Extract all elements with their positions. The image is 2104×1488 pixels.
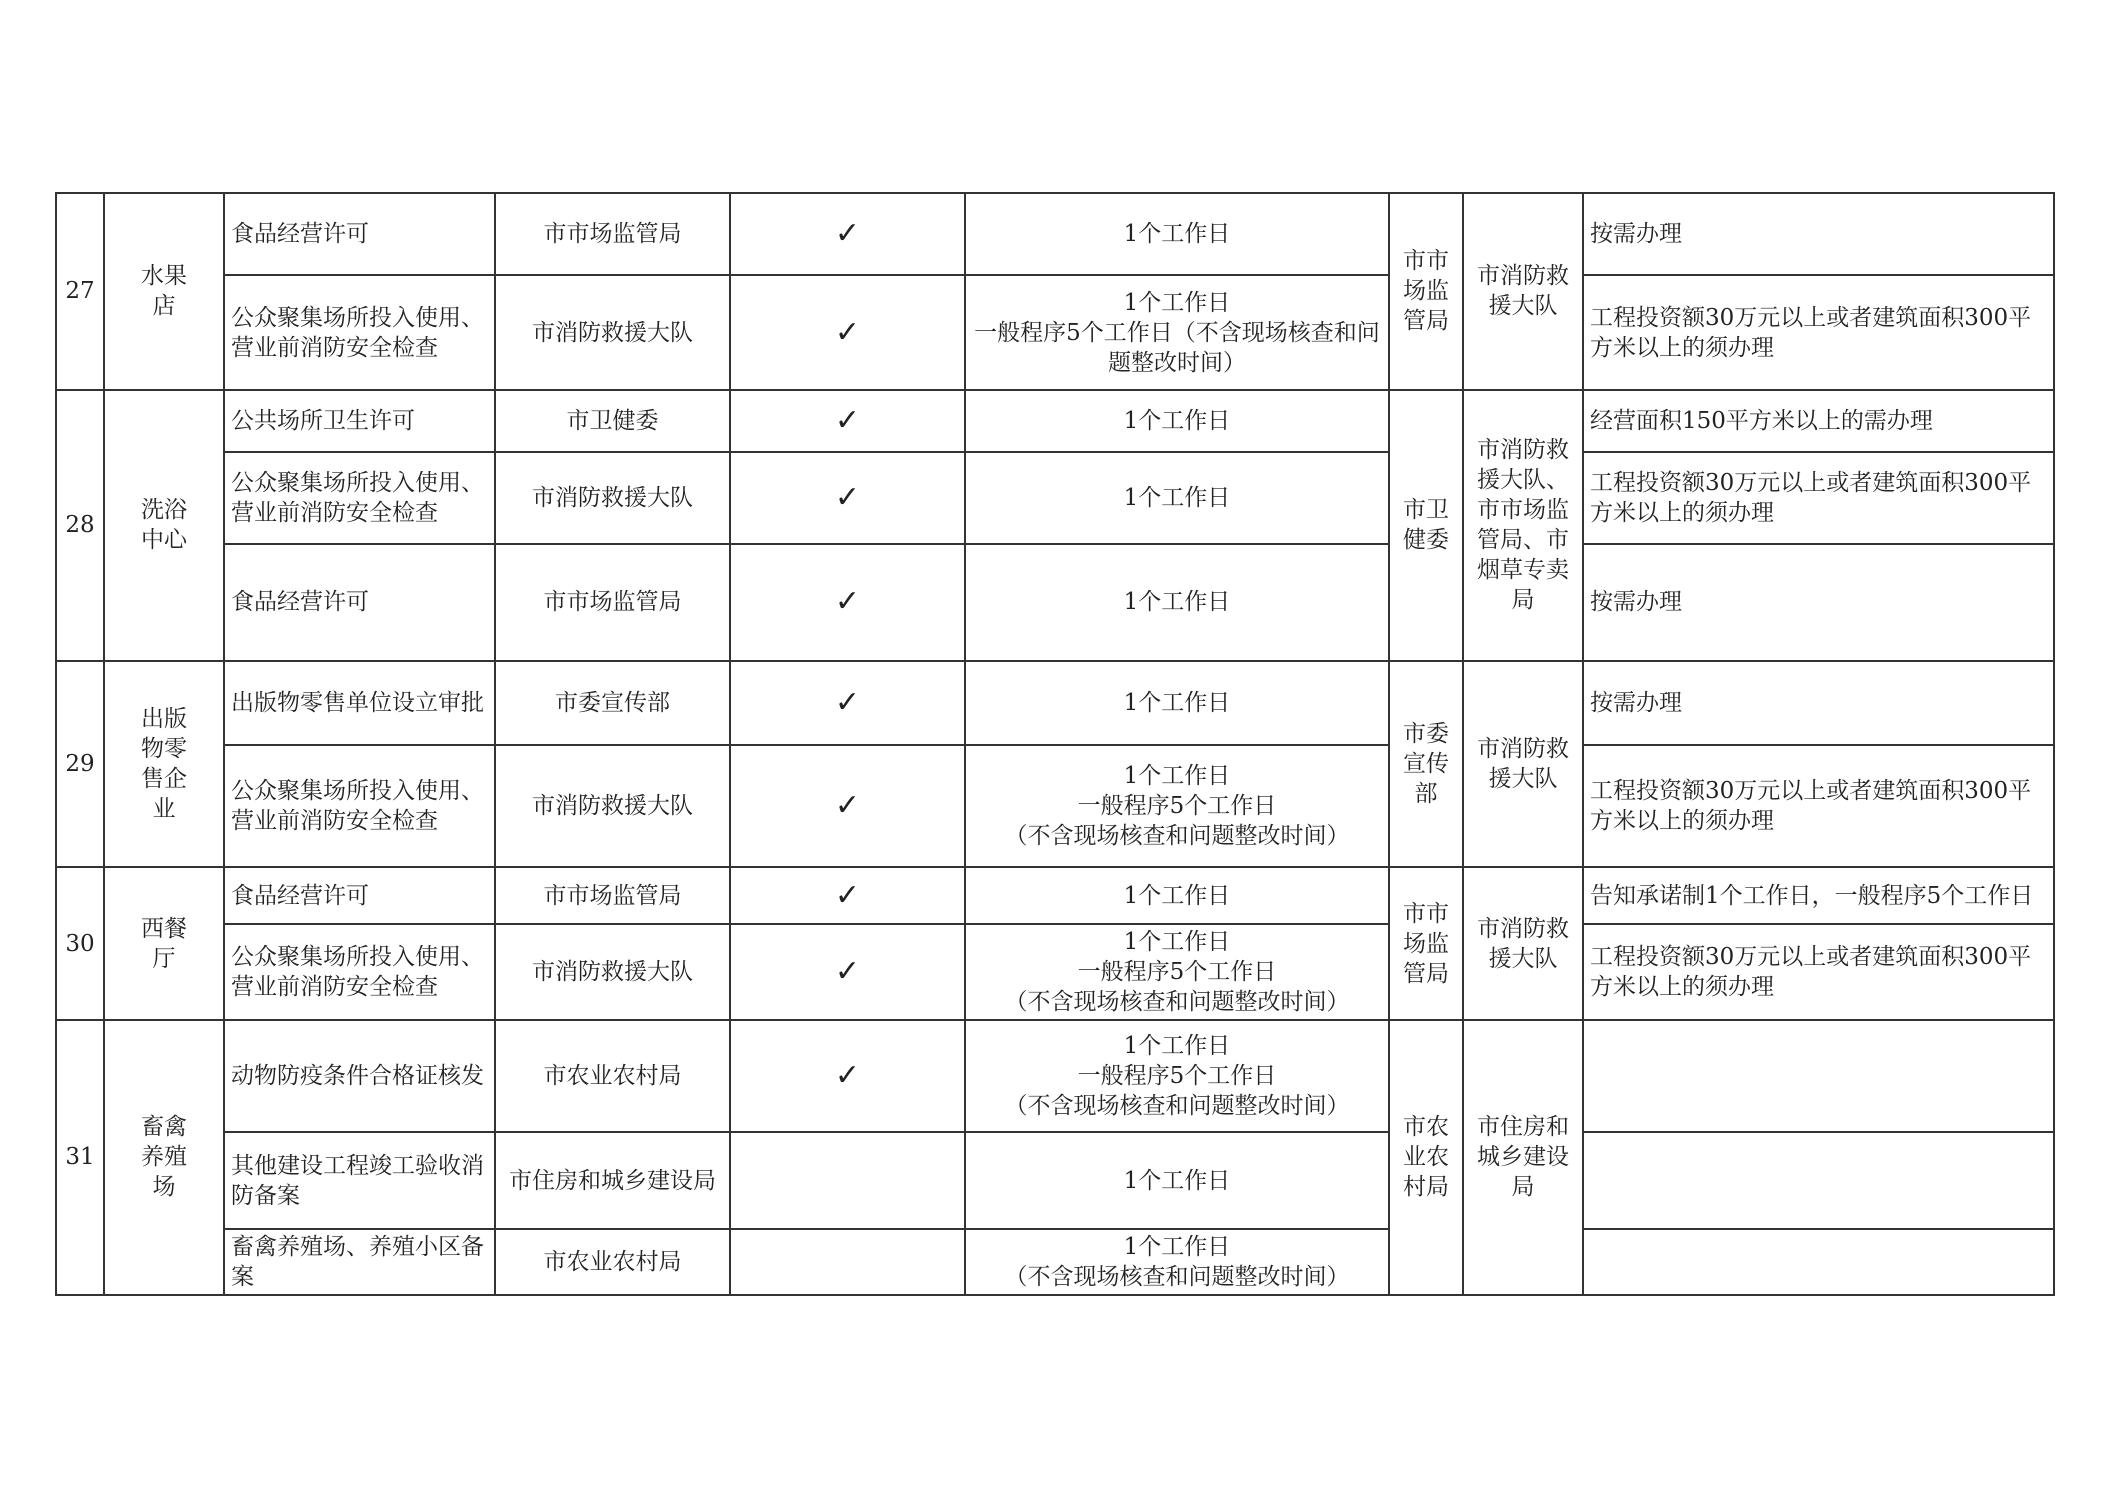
- lead-department-text: 市市场监管局: [1403, 248, 1449, 335]
- checkmark-icon: ✓: [730, 924, 965, 1020]
- department: 市委宣传部: [495, 661, 730, 745]
- business-name: [104, 390, 224, 661]
- lead-department: [1389, 661, 1463, 868]
- item-name: 其他建设工程竣工验收消防备案: [224, 1132, 495, 1228]
- row-number: 29: [56, 661, 104, 868]
- assisting-departments-text: 市消防救援大队: [1477, 915, 1569, 972]
- time-limit-line: 1个工作日: [1123, 763, 1231, 790]
- checkmark-icon: ✓: [730, 1020, 965, 1132]
- time-limit-line: （不含现场核查和问题整改时间）: [1004, 823, 1350, 850]
- assisting-departments-text: 市住房和城乡建设局: [1477, 1114, 1569, 1201]
- time-limit-line: 1个工作日: [1123, 1233, 1231, 1260]
- department: 市住房和城乡建设局: [495, 1132, 730, 1228]
- checkmark-icon: ✓: [730, 390, 965, 452]
- checkmark-icon: ✓: [730, 275, 965, 389]
- time-limit: [965, 924, 1389, 1020]
- table-row: [56, 745, 2054, 867]
- checkmark-icon: ✓: [730, 867, 965, 923]
- row-number: 30: [56, 867, 104, 1020]
- time-limit-line: 1个工作日: [1123, 589, 1231, 616]
- department: 市消防救援大队: [495, 452, 730, 544]
- lead-department-text: 市市场监管局: [1403, 900, 1449, 987]
- item-name: 公众聚集场所投入使用、营业前消防安全检查: [224, 924, 495, 1020]
- item-name: 公众聚集场所投入使用、营业前消防安全检查: [224, 745, 495, 867]
- item-name: 公众聚集场所投入使用、营业前消防安全检查: [224, 452, 495, 544]
- department: 市卫健委: [495, 390, 730, 452]
- item-name: 出版物零售单位设立审批: [224, 661, 495, 745]
- table-body: [56, 193, 2054, 1295]
- time-limit: [965, 1132, 1389, 1228]
- time-limit-line: 一般程序5个工作日: [1077, 958, 1277, 985]
- assisting-departments: [1463, 1020, 1583, 1295]
- time-limit-line: 一般程序5个工作日: [1077, 1063, 1277, 1090]
- time-limit-line: （不含现场核查和问题整改时间）: [1004, 988, 1350, 1015]
- time-limit-line: 1个工作日: [1123, 407, 1231, 434]
- time-limit: [965, 544, 1389, 660]
- checkmark-icon: ✓: [730, 452, 965, 544]
- assisting-departments-text: 市消防救援大队: [1477, 736, 1569, 793]
- note: [1583, 1020, 2054, 1132]
- business-name-text: 水果店: [141, 263, 187, 320]
- time-limit: [965, 193, 1389, 275]
- business-name: [104, 867, 224, 1020]
- note: 工程投资额30万元以上或者建筑面积300平方米以上的须办理: [1583, 924, 2054, 1020]
- time-limit-line: 一般程序5个工作日（不含现场核查和问题整改时间）: [974, 319, 1380, 376]
- checkmark-icon: ✓: [730, 745, 965, 867]
- checkmark-icon: ✓: [730, 193, 965, 275]
- business-name-text: 畜禽养殖场: [141, 1114, 187, 1201]
- department: 市消防救援大队: [495, 924, 730, 1020]
- row-number: 31: [56, 1020, 104, 1295]
- row-number: 27: [56, 193, 104, 390]
- business-name: [104, 661, 224, 868]
- checkmark-icon: ✓: [730, 544, 965, 660]
- note: 工程投资额30万元以上或者建筑面积300平方米以上的须办理: [1583, 275, 2054, 389]
- time-limit-line: 1个工作日: [1123, 485, 1231, 512]
- department: 市市场监管局: [495, 193, 730, 275]
- row-number: 28: [56, 390, 104, 661]
- department: 市农业农村局: [495, 1020, 730, 1132]
- time-limit-line: （不含现场核查和问题整改时间）: [1004, 1093, 1350, 1120]
- assisting-departments-text: 市消防救援大队: [1477, 263, 1569, 320]
- time-limit: [965, 390, 1389, 452]
- item-name: 动物防疫条件合格证核发: [224, 1020, 495, 1132]
- lead-department: [1389, 193, 1463, 390]
- time-limit: [965, 745, 1389, 867]
- time-limit: [965, 275, 1389, 389]
- business-name-text: 西餐厅: [141, 915, 187, 972]
- note: 按需办理: [1583, 544, 2054, 660]
- time-limit-line: （不含现场核查和问题整改时间）: [1004, 1263, 1350, 1290]
- time-limit-line: 1个工作日: [1123, 689, 1231, 716]
- note: 经营面积150平方米以上的需办理: [1583, 390, 2054, 452]
- note: [1583, 1229, 2054, 1295]
- item-name: 公共场所卫生许可: [224, 390, 495, 452]
- note: 告知承诺制1个工作日，一般程序5个工作日: [1583, 867, 2054, 923]
- assisting-departments: [1463, 661, 1583, 868]
- time-limit: [965, 1020, 1389, 1132]
- note: 按需办理: [1583, 661, 2054, 745]
- approval-table-container: [55, 192, 2053, 1296]
- business-name-text: 出版物零售企业: [141, 706, 187, 823]
- business-name: [104, 193, 224, 390]
- checkmark-icon: [730, 1132, 965, 1228]
- table-row: [56, 867, 2054, 923]
- time-limit-line: 1个工作日: [1123, 1033, 1231, 1060]
- table-row: [56, 1132, 2054, 1228]
- table-row: [56, 275, 2054, 389]
- item-name: 畜禽养殖场、养殖小区备案: [224, 1229, 495, 1295]
- lead-department: [1389, 1020, 1463, 1295]
- table-row: [56, 544, 2054, 660]
- table-row: [56, 452, 2054, 544]
- table-row: [56, 924, 2054, 1020]
- time-limit: [965, 1229, 1389, 1295]
- time-limit-line: 1个工作日: [1123, 221, 1231, 248]
- item-name: 公众聚集场所投入使用、营业前消防安全检查: [224, 275, 495, 389]
- item-name: 食品经营许可: [224, 193, 495, 275]
- note: 按需办理: [1583, 193, 2054, 275]
- department: 市农业农村局: [495, 1229, 730, 1295]
- time-limit-line: 一般程序5个工作日: [1077, 793, 1277, 820]
- table-row: [56, 390, 2054, 452]
- assisting-departments: [1463, 193, 1583, 390]
- department: 市市场监管局: [495, 544, 730, 660]
- lead-department: [1389, 867, 1463, 1020]
- item-name: 食品经营许可: [224, 544, 495, 660]
- checkmark-icon: [730, 1229, 965, 1295]
- department: 市消防救援大队: [495, 745, 730, 867]
- time-limit-line: 1个工作日: [1123, 289, 1231, 316]
- note: [1583, 1132, 2054, 1228]
- time-limit: [965, 867, 1389, 923]
- business-name-text: 洗浴中心: [141, 497, 187, 554]
- assisting-departments: [1463, 390, 1583, 661]
- time-limit-line: 1个工作日: [1123, 882, 1231, 909]
- time-limit-line: 1个工作日: [1123, 1167, 1231, 1194]
- lead-department-text: 市委宣传部: [1403, 721, 1449, 808]
- table-row: [56, 1229, 2054, 1295]
- lead-department: [1389, 390, 1463, 661]
- table-row: [56, 193, 2054, 275]
- checkmark-icon: ✓: [730, 661, 965, 745]
- assisting-departments: [1463, 867, 1583, 1020]
- note: 工程投资额30万元以上或者建筑面积300平方米以上的须办理: [1583, 452, 2054, 544]
- lead-department-text: 市卫健委: [1403, 497, 1449, 554]
- business-name: [104, 1020, 224, 1295]
- approval-table: [55, 192, 2055, 1296]
- time-limit-line: 1个工作日: [1123, 928, 1231, 955]
- department: 市消防救援大队: [495, 275, 730, 389]
- lead-department-text: 市农业农村局: [1403, 1114, 1449, 1201]
- table-row: [56, 661, 2054, 745]
- note: 工程投资额30万元以上或者建筑面积300平方米以上的须办理: [1583, 745, 2054, 867]
- time-limit: [965, 661, 1389, 745]
- assisting-departments-text: 市消防救援大队、市市场监管局、市烟草专卖局: [1477, 437, 1569, 614]
- item-name: 食品经营许可: [224, 867, 495, 923]
- time-limit: [965, 452, 1389, 544]
- department: 市市场监管局: [495, 867, 730, 923]
- table-row: [56, 1020, 2054, 1132]
